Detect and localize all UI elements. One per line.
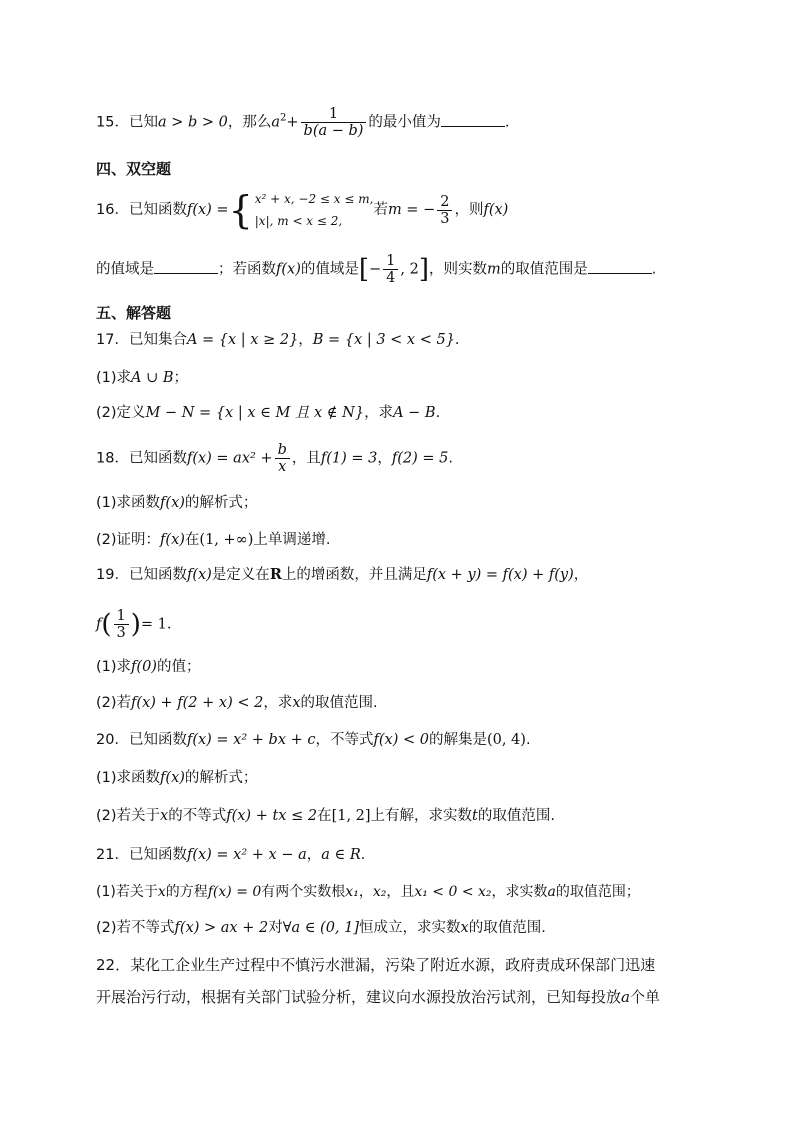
q20-p2-ineq: f(x) + tx ≤ 2 bbox=[226, 808, 318, 824]
q21-expr: f(x) = x² + x − a bbox=[186, 847, 307, 863]
q19-fx: f(x) bbox=[186, 567, 212, 583]
q18-cond1: f(1) = 3 bbox=[320, 450, 378, 467]
q21-p1-mid3: ，且 bbox=[386, 884, 415, 900]
q19-p2-mid: ，求 bbox=[263, 695, 293, 711]
question-19-part2 bbox=[96, 693, 378, 713]
q18-end: . bbox=[448, 450, 453, 467]
q21-p2-x: x bbox=[460, 920, 469, 936]
q21-end: . bbox=[360, 847, 366, 863]
question-20-part1 bbox=[96, 768, 257, 788]
q18-p1-label: (1)求函数 bbox=[96, 495, 161, 511]
q16-fx2: f(x) bbox=[483, 202, 509, 218]
q16-fraction bbox=[437, 194, 452, 227]
q17-p1-end: ； bbox=[173, 370, 189, 386]
q20-p2-in: 在 bbox=[317, 808, 332, 824]
q21-p1-end: 的取值范围； bbox=[555, 884, 640, 900]
q16-case1: x² + x, −2 ≤ x ≤ m, bbox=[254, 192, 374, 206]
q16-frac-den: 3 bbox=[440, 210, 450, 227]
question-18 bbox=[96, 442, 453, 475]
q16-frac-num: 2 bbox=[437, 194, 452, 211]
q21-p2-label: (2)若不等式 bbox=[96, 920, 175, 936]
question-19 bbox=[96, 565, 588, 585]
q21-p1-mid2: 有两个实数根 bbox=[261, 884, 346, 900]
q21-p1-x2: x₂ bbox=[372, 884, 387, 900]
q20-end: . bbox=[525, 732, 531, 748]
question-21-part1 bbox=[96, 882, 640, 902]
q16-answer-blank-1[interactable] bbox=[154, 259, 218, 274]
q20-p2-x: x bbox=[160, 808, 169, 824]
q21-cond: a ∈ R bbox=[321, 847, 361, 863]
q20-expr: f(x) = x² + bx + c bbox=[186, 732, 316, 748]
q15-end: . bbox=[504, 114, 510, 131]
q19-p2-expr: f(x) + f(2 + x) < 2 bbox=[131, 695, 264, 711]
q20-ineq: f(x) < 0 bbox=[373, 732, 429, 748]
q17-p2-expr2: A − B bbox=[393, 405, 436, 421]
q16-range-num: 1 bbox=[383, 253, 398, 270]
q20-set: (0, 4) bbox=[486, 732, 526, 748]
q15-expr-a: a bbox=[271, 114, 280, 131]
q21-p2-end: 的取值范围. bbox=[468, 920, 546, 936]
q21-p2-mid2: 恒成立，求实数 bbox=[359, 920, 461, 936]
q16-fx: f(x) = bbox=[186, 202, 229, 218]
section-5-heading: 五、解答题 bbox=[96, 304, 172, 322]
q21-p1-label: (1)若关于 bbox=[96, 884, 158, 900]
question-18-part2 bbox=[96, 530, 331, 550]
q19-p1-expr: f(0) bbox=[131, 659, 157, 675]
q22-text-b: 个单 bbox=[629, 988, 660, 1006]
q16-then: ，则 bbox=[454, 202, 484, 218]
q22-text-a: 开展治污行动，根据有关部门试验分析，建议向水源投放治污试剂，已知每投放 bbox=[96, 988, 622, 1006]
q19-eq2: = 1. bbox=[140, 616, 172, 633]
q18-sep: ， bbox=[377, 450, 392, 467]
q16-end: . bbox=[651, 261, 657, 278]
q15-answer-blank[interactable] bbox=[441, 112, 505, 127]
q16-range-close: ] bbox=[418, 254, 430, 285]
q21-p1-ineq: x₁ < 0 < x₂ bbox=[414, 884, 492, 900]
q19-reals: R bbox=[269, 566, 282, 583]
q16-answer-blank-2[interactable] bbox=[588, 259, 652, 274]
question-16-line1 bbox=[96, 188, 508, 232]
q21-p1-mid4: ，求实数 bbox=[491, 884, 548, 900]
q15-exponent: 2 bbox=[280, 112, 287, 124]
q19-equation: f(x + y) = f(x) + f(y) bbox=[426, 567, 574, 583]
q20-p2-end: 的取值范围. bbox=[477, 808, 555, 824]
q21-sep: ， bbox=[306, 847, 322, 863]
q21-p2-ineq: f(x) > ax + 2 bbox=[174, 920, 269, 936]
q15-condition: a > b > 0 bbox=[157, 114, 228, 131]
q18-p2-end: 上单调递增. bbox=[253, 532, 331, 548]
q17-p1-expr: A ∪ B bbox=[131, 370, 174, 386]
q20-mid: ，不等式 bbox=[315, 732, 374, 748]
question-17-part1 bbox=[96, 368, 188, 388]
q16-text-d: ，则实数 bbox=[429, 261, 488, 278]
question-21-part2 bbox=[96, 918, 546, 938]
q20-p2-mid2: 上有解，求实数 bbox=[370, 808, 473, 824]
question-18-part1 bbox=[96, 493, 257, 513]
q17-set-b: B = {x | 3 < x < 5} bbox=[312, 332, 455, 348]
question-22-line1: 22．某化工企业生产过程中不慎污水泄漏，污染了附近水源，政府责成环保部门迅速 bbox=[96, 956, 656, 974]
q17-p1-label: (1)求 bbox=[96, 370, 132, 386]
q17-set-a: A = {x | x ≥ 2} bbox=[186, 332, 299, 348]
q19-comma: ， bbox=[573, 567, 589, 583]
q15-fraction bbox=[301, 106, 367, 139]
q17-p2-expr: M − N = {x | x ∈ M 且 x ∉ N} bbox=[145, 405, 365, 421]
q16-text-c: 的值域是 bbox=[300, 261, 359, 278]
q19-p1-end: 的值； bbox=[156, 659, 201, 675]
q16-cases bbox=[255, 188, 374, 232]
q18-cond2: f(2) = 5 bbox=[391, 450, 449, 467]
q21-p1-a: a bbox=[547, 884, 556, 900]
q19-frac-den: 3 bbox=[116, 625, 126, 641]
q18-frac-num: b bbox=[275, 442, 290, 459]
q16-brace: { bbox=[228, 188, 253, 232]
q19-fraction bbox=[114, 608, 129, 641]
q21-p1-eq: f(x) = 0 bbox=[207, 884, 262, 900]
q16-m: m bbox=[487, 261, 501, 278]
q20-p1-label: (1)求函数 bbox=[96, 770, 161, 786]
q20-p2-mid: 的不等式 bbox=[168, 808, 227, 824]
q17-number: 17．已知集合 bbox=[96, 332, 187, 348]
q18-mid: ，且 bbox=[291, 450, 321, 467]
q17-p2-end: . bbox=[435, 405, 441, 421]
q20-p2-label: (2)若关于 bbox=[96, 808, 161, 824]
question-17-part2 bbox=[96, 403, 440, 423]
q17-end: . bbox=[454, 332, 460, 348]
q15-text: ，那么 bbox=[227, 114, 272, 131]
question-20 bbox=[96, 730, 531, 750]
q19-frac-num: 1 bbox=[114, 608, 129, 625]
q16-range-den: 4 bbox=[386, 270, 396, 286]
question-20-part2 bbox=[96, 806, 555, 826]
q15-tail: 的最小值为 bbox=[368, 114, 441, 131]
q18-p2-interval: (1, +∞) bbox=[199, 532, 254, 548]
q19-p2-end: 的取值范围. bbox=[300, 695, 378, 711]
q16-number: 16．已知函数 bbox=[96, 202, 187, 218]
q20-p2-interval: [1, 2] bbox=[331, 808, 371, 824]
q16-range-tail: , 2 bbox=[400, 261, 419, 278]
q17-sep: ， bbox=[298, 332, 313, 348]
q19-mid: 是定义在 bbox=[211, 567, 270, 583]
q16-if: 若 bbox=[373, 202, 388, 218]
q16-range-open: [ bbox=[358, 254, 370, 285]
q18-number: 18．已知函数 bbox=[96, 450, 187, 467]
q16-range-fraction bbox=[383, 253, 398, 286]
q16-fx3: f(x) bbox=[276, 261, 301, 278]
q19-p1-label: (1)求 bbox=[96, 659, 132, 675]
q16-text-b: ；若函数 bbox=[218, 261, 276, 278]
q18-p2-label: (2)证明： bbox=[96, 532, 161, 548]
q15-plus: + bbox=[286, 114, 299, 131]
q20-p2-t: t bbox=[472, 808, 478, 824]
q21-number: 21．已知函数 bbox=[96, 847, 187, 863]
q21-p2-mid: 对 bbox=[268, 920, 283, 936]
question-15 bbox=[96, 106, 510, 139]
q17-p2-mid: ，求 bbox=[364, 405, 394, 421]
q15-number: 15．已知 bbox=[96, 114, 158, 131]
q16-text-e: 的取值范围是 bbox=[500, 261, 588, 278]
q20-p1-end: 的解析式； bbox=[184, 770, 258, 786]
question-16-line2: 的值域是 ；若函数f(x)的值域是[− $\frac{1}{4}$ , 2]，则实数m的取值范围是 . bbox=[96, 253, 657, 286]
q19-p2-label: (2)若 bbox=[96, 695, 132, 711]
q19-p2-x: x bbox=[292, 695, 301, 711]
q21-p1-mid: 的方程 bbox=[165, 884, 208, 900]
section-4-heading: 四、双空题 bbox=[96, 160, 172, 178]
q18-p2-fx: f(x) bbox=[160, 532, 185, 548]
question-22-line2 bbox=[96, 987, 660, 1007]
q18-fraction bbox=[275, 442, 290, 475]
q19-mid2: 上的增函数，并且满足 bbox=[281, 567, 427, 583]
q20-mid2: 的解集是 bbox=[428, 732, 487, 748]
q15-frac-den: b(a − b) bbox=[303, 123, 364, 139]
q18-p1-end: 的解析式； bbox=[184, 495, 258, 511]
q16-case2: |x|, m < x ≤ 2, bbox=[254, 214, 343, 228]
question-19-line2: f( $\frac{1}{3}$ )= 1. bbox=[96, 608, 172, 641]
q22-a: a bbox=[621, 988, 630, 1006]
q20-number: 20．已知函数 bbox=[96, 732, 187, 748]
q15-frac-num: 1 bbox=[301, 106, 367, 123]
q18-p2-in: 在 bbox=[184, 532, 200, 548]
q16-text-a: 的值域是 bbox=[96, 261, 154, 278]
q17-p2-label: (2)定义 bbox=[96, 405, 146, 421]
q21-p1-sep: ， bbox=[358, 884, 373, 900]
q18-frac-den: x bbox=[278, 459, 287, 475]
question-21 bbox=[96, 845, 365, 865]
q21-p1-x1: x₁ bbox=[345, 884, 359, 900]
question-19-part1 bbox=[96, 657, 200, 677]
q19-f: f bbox=[96, 616, 102, 633]
q18-p1-fx: f(x) bbox=[160, 495, 185, 511]
q21-p1-x: x bbox=[157, 884, 166, 900]
question-17 bbox=[96, 330, 460, 350]
q16-m-eq: m = − bbox=[387, 202, 436, 218]
q18-expr: f(x) = ax² + bbox=[186, 450, 273, 467]
q19-number: 19．已知函数 bbox=[96, 567, 187, 583]
q20-p1-fx: f(x) bbox=[160, 770, 185, 786]
q21-p2-cond: ∀a ∈ (0, 1] bbox=[282, 920, 360, 936]
